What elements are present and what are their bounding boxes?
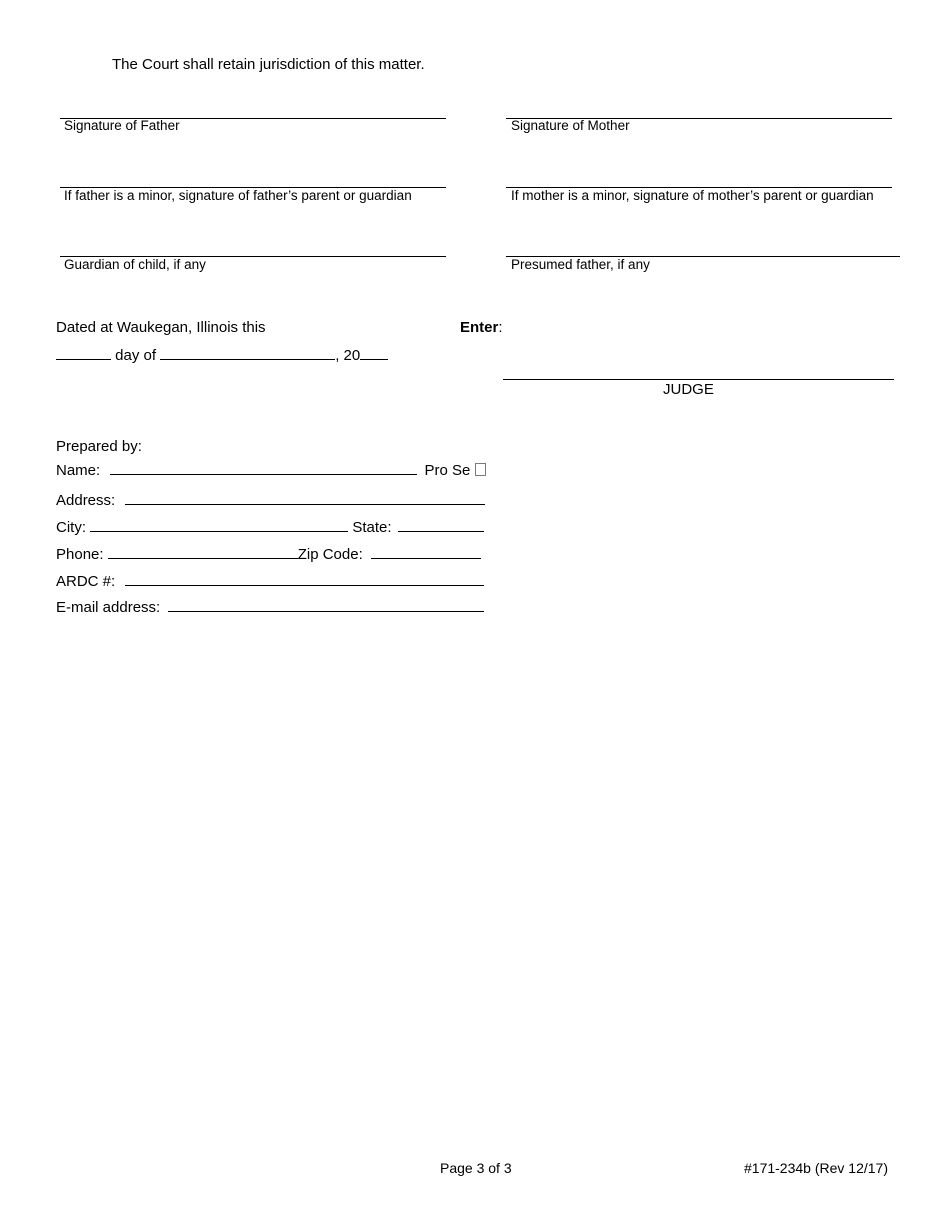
mother-guardian-signature-label: If mother is a minor, signature of mother’s parent or guardian (511, 188, 874, 203)
phone-zip-row (56, 545, 481, 563)
father-signature-label: Signature of Father (64, 118, 180, 133)
address-row (56, 491, 485, 509)
ardc-row (56, 572, 484, 590)
email-label: E-mail address: (56, 599, 161, 616)
name-label: Name: (56, 462, 101, 479)
page-number: Page 3 of 3 (440, 1160, 512, 1176)
form-number: #171-234b (Rev 12/17) (744, 1160, 888, 1176)
dated-at-text: Dated at Waukegan, Illinois this (56, 319, 266, 336)
day-of-text: day of (115, 347, 157, 364)
name-field[interactable] (110, 461, 417, 475)
phone-label: Phone: (56, 546, 104, 563)
mother-signature-label: Signature of Mother (511, 118, 630, 133)
day-field[interactable] (56, 346, 111, 360)
zip-field[interactable] (371, 545, 481, 559)
address-label: Address: (56, 492, 116, 509)
judge-signature-line[interactable] (503, 379, 894, 380)
city-field[interactable] (90, 518, 348, 532)
presumed-father-signature-label: Presumed father, if any (511, 257, 650, 272)
phone-field[interactable] (108, 545, 298, 559)
date-line (56, 346, 388, 364)
year-field[interactable] (360, 346, 388, 360)
city-state-row (56, 518, 484, 536)
month-field[interactable] (160, 346, 335, 360)
address-field[interactable] (125, 491, 485, 505)
email-field[interactable] (168, 598, 484, 612)
email-row (56, 598, 484, 616)
ardc-field[interactable] (125, 572, 484, 586)
enter-text: Enter (460, 319, 499, 336)
name-row (56, 461, 486, 479)
ardc-label: ARDC #: (56, 573, 116, 590)
enter-colon: : (498, 319, 503, 336)
prepared-by-heading: Prepared by: (56, 438, 142, 455)
city-label: City: (56, 519, 86, 536)
child-guardian-signature-label: Guardian of child, if any (64, 257, 206, 272)
zip-label: Zip Code: (297, 546, 363, 563)
judge-label: JUDGE (663, 381, 714, 398)
state-label: State: (352, 519, 392, 536)
father-guardian-signature-label: If father is a minor, signature of father’s parent or guardian (64, 188, 412, 203)
pro-se-label: Pro Se (424, 462, 471, 479)
year-prefix-text: , 20 (335, 347, 361, 364)
state-field[interactable] (398, 518, 484, 532)
enter-label (460, 319, 503, 336)
pro-se-checkbox[interactable] (475, 463, 486, 476)
intro-text: The Court shall retain jurisdiction of this matter. (112, 56, 425, 73)
